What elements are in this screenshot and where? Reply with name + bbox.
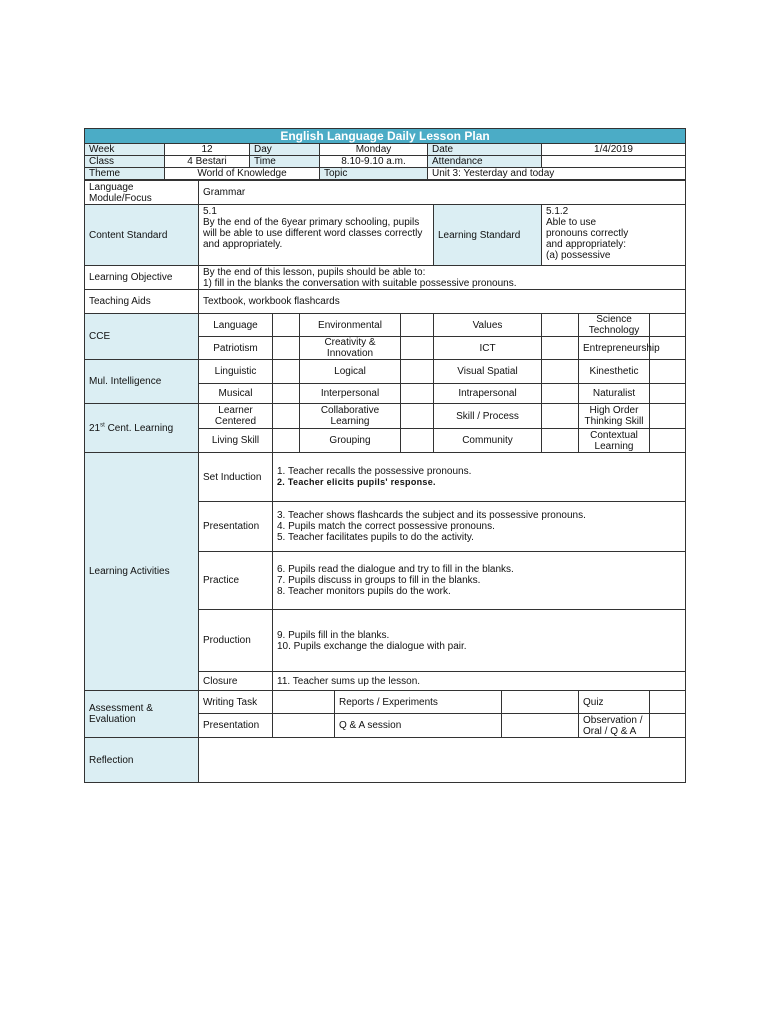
- assessment-checkbox[interactable]: [273, 691, 335, 714]
- cce-item: Language: [199, 314, 273, 337]
- day-value[interactable]: Monday: [320, 144, 428, 156]
- activity-step: 2. Teacher elicits pupils' response.: [277, 477, 436, 487]
- closure-steps[interactable]: [273, 672, 686, 691]
- mi-checkbox[interactable]: [542, 360, 579, 384]
- quiz-label: Quiz: [579, 691, 650, 714]
- cce-label: CCE: [85, 314, 199, 360]
- production-steps[interactable]: [273, 610, 686, 672]
- cce-checkbox[interactable]: [650, 314, 686, 337]
- cce-item: Creativity & Innovation: [300, 337, 401, 360]
- cent-item: Grouping: [300, 429, 401, 453]
- theme-label: Theme: [85, 168, 165, 180]
- content-standard-label: Content Standard: [85, 205, 199, 266]
- activity-step: 4. Pupils match the correct possessive pronouns.: [277, 521, 495, 532]
- topic-label: Topic: [320, 168, 428, 180]
- cce-item: Entrepreneurship: [579, 337, 650, 360]
- learning-standard-line: Able to use: [546, 217, 597, 228]
- cent-checkbox[interactable]: [650, 404, 686, 429]
- cce-item: Science Technology: [579, 314, 650, 337]
- cce-item: ICT: [434, 337, 542, 360]
- mi-item: Logical: [300, 360, 401, 384]
- mi-label: Mul. Intelligence: [85, 360, 199, 404]
- cent-checkbox[interactable]: [542, 404, 579, 429]
- closure-label: Closure: [199, 672, 273, 691]
- cce-checkbox[interactable]: [273, 314, 300, 337]
- document-title: English Language Daily Lesson Plan: [85, 129, 686, 144]
- attendance-value[interactable]: [542, 156, 686, 168]
- time-label: Time: [250, 156, 320, 168]
- cent-item: High Order Thinking Skill: [579, 404, 650, 429]
- activity-step: 3. Teacher shows flashcards the subject and its possessive pronouns.: [277, 510, 586, 521]
- cce-checkbox[interactable]: [273, 337, 300, 360]
- mi-checkbox[interactable]: [401, 384, 434, 404]
- practice-label: Practice: [199, 552, 273, 610]
- activity-step: 5. Teacher facilitates pupils to do the activity.: [277, 532, 474, 543]
- cent-label-number: 21: [89, 422, 101, 434]
- reflection-label: Reflection: [85, 738, 199, 783]
- learning-standard-line: and appropriately:: [546, 239, 627, 250]
- presentation-steps[interactable]: [273, 502, 686, 552]
- mi-checkbox[interactable]: [650, 360, 686, 384]
- cent-label-text: Cent. Learning: [104, 422, 174, 434]
- learning-standard-label: Learning Standard: [434, 205, 542, 266]
- cent-checkbox[interactable]: [542, 429, 579, 453]
- cent-checkbox[interactable]: [273, 429, 300, 453]
- mi-item: Linguistic: [199, 360, 273, 384]
- cent-item: Learner Centered: [199, 404, 273, 429]
- mi-item: Visual Spatial: [434, 360, 542, 384]
- week-label: Week: [85, 144, 165, 156]
- mi-item: Musical: [199, 384, 273, 404]
- set-induction-steps[interactable]: [273, 453, 686, 502]
- cent-label-suffix: st: [100, 422, 105, 429]
- date-value[interactable]: 1/4/2019: [542, 144, 686, 156]
- time-value[interactable]: 8.10-9.10 a.m.: [320, 156, 428, 168]
- activity-step: 10. Pupils exchange the dialogue with pair.: [277, 640, 467, 652]
- activity-step: 11. Teacher sums up the lesson.: [277, 675, 421, 687]
- cent-checkbox[interactable]: [401, 404, 434, 429]
- topic-value[interactable]: Unit 3: Yesterday and today: [428, 168, 686, 180]
- learning-objective-line: By the end of this lesson, pupils should be able to:: [203, 266, 426, 278]
- teaching-aids-value[interactable]: Textbook, workbook flashcards: [199, 290, 686, 314]
- mi-checkbox[interactable]: [273, 360, 300, 384]
- class-label: Class: [85, 156, 165, 168]
- activity-step: 1. Teacher recalls the possessive pronouns.: [277, 466, 472, 477]
- activity-step: 7. Pupils discuss in groups to fill in the blanks.: [277, 575, 481, 586]
- cce-item: Environmental: [300, 314, 401, 337]
- writing-task-label: Writing Task: [199, 691, 273, 714]
- activity-step: 6. Pupils read the dialogue and try to fill in the blanks.: [277, 564, 514, 575]
- assessment-checkbox[interactable]: [273, 714, 335, 738]
- mi-item: Interpersonal: [300, 384, 401, 404]
- content-standard-code: 5.1: [203, 206, 217, 217]
- cent-checkbox[interactable]: [401, 429, 434, 453]
- reflection-value[interactable]: [199, 738, 686, 783]
- cce-item: Patriotism: [199, 337, 273, 360]
- mi-checkbox[interactable]: [650, 384, 686, 404]
- week-value[interactable]: 12: [165, 144, 250, 156]
- activity-step: 9. Pupils fill in the blanks.: [277, 629, 390, 641]
- learning-standard-line: pronouns correctly: [546, 228, 629, 239]
- learning-standard-line: (a) possessive: [546, 250, 611, 261]
- learning-objective-value: [199, 266, 686, 290]
- presentation-label: Presentation: [199, 502, 273, 552]
- practice-steps[interactable]: [273, 552, 686, 610]
- header-table: [84, 128, 686, 180]
- cce-checkbox[interactable]: [542, 337, 579, 360]
- assessment-checkbox[interactable]: [502, 691, 579, 714]
- body-table: [84, 180, 686, 783]
- mi-checkbox[interactable]: [273, 384, 300, 404]
- cent-item: Collaborative Learning: [300, 404, 401, 429]
- day-label: Day: [250, 144, 320, 156]
- cent-item: Skill / Process: [434, 404, 542, 429]
- cent-checkbox[interactable]: [650, 429, 686, 453]
- cent-learning-label: [85, 404, 199, 453]
- content-standard-value: [199, 205, 434, 266]
- mi-checkbox[interactable]: [542, 384, 579, 404]
- assessment-checkbox[interactable]: [502, 714, 579, 738]
- cce-item: Values: [434, 314, 542, 337]
- mi-item: Intrapersonal: [434, 384, 542, 404]
- qa-session-label: Q & A session: [335, 714, 502, 738]
- set-induction-label: Set Induction: [199, 453, 273, 502]
- cce-checkbox[interactable]: [401, 337, 434, 360]
- reports-label: Reports / Experiments: [335, 691, 502, 714]
- learning-objective-label: Learning Objective: [85, 266, 199, 290]
- cent-checkbox[interactable]: [273, 404, 300, 429]
- content-standard-text: By the end of the 6year primary schooling, pupils will be able to use different word classes correctly and appropriately.: [203, 217, 423, 250]
- theme-value[interactable]: World of Knowledge: [165, 168, 320, 180]
- assessment-checkbox[interactable]: [650, 714, 686, 738]
- learning-objective-line: 1) fill in the blanks the conversation with suitable possessive pronouns.: [203, 277, 517, 289]
- learning-standard-code: 5.1.2: [546, 206, 569, 217]
- language-module-value[interactable]: Grammar: [199, 181, 686, 205]
- cent-item: Living Skill: [199, 429, 273, 453]
- learning-activities-label: Learning Activities: [85, 453, 199, 691]
- cent-item: Community: [434, 429, 542, 453]
- production-label: Production: [199, 610, 273, 672]
- date-label: Date: [428, 144, 542, 156]
- assessment-checkbox[interactable]: [650, 691, 686, 714]
- cce-checkbox[interactable]: [401, 314, 434, 337]
- mi-item: Naturalist: [579, 384, 650, 404]
- mi-item: Kinesthetic: [579, 360, 650, 384]
- learning-standard-value: [542, 205, 686, 266]
- presentation-assessment-label: Presentation: [199, 714, 273, 738]
- activity-step: 8. Teacher monitors pupils do the work.: [277, 586, 451, 597]
- assessment-label: Assessment & Evaluation: [85, 691, 199, 738]
- observation-label: Observation / Oral / Q & A: [579, 714, 650, 738]
- attendance-label: Attendance: [428, 156, 542, 168]
- class-value[interactable]: 4 Bestari: [165, 156, 250, 168]
- cent-item: Contextual Learning: [579, 429, 650, 453]
- lesson-plan: [84, 128, 685, 783]
- teaching-aids-label: Teaching Aids: [85, 290, 199, 314]
- mi-checkbox[interactable]: [401, 360, 434, 384]
- language-module-label: Language Module/Focus: [85, 181, 199, 205]
- cce-checkbox[interactable]: [542, 314, 579, 337]
